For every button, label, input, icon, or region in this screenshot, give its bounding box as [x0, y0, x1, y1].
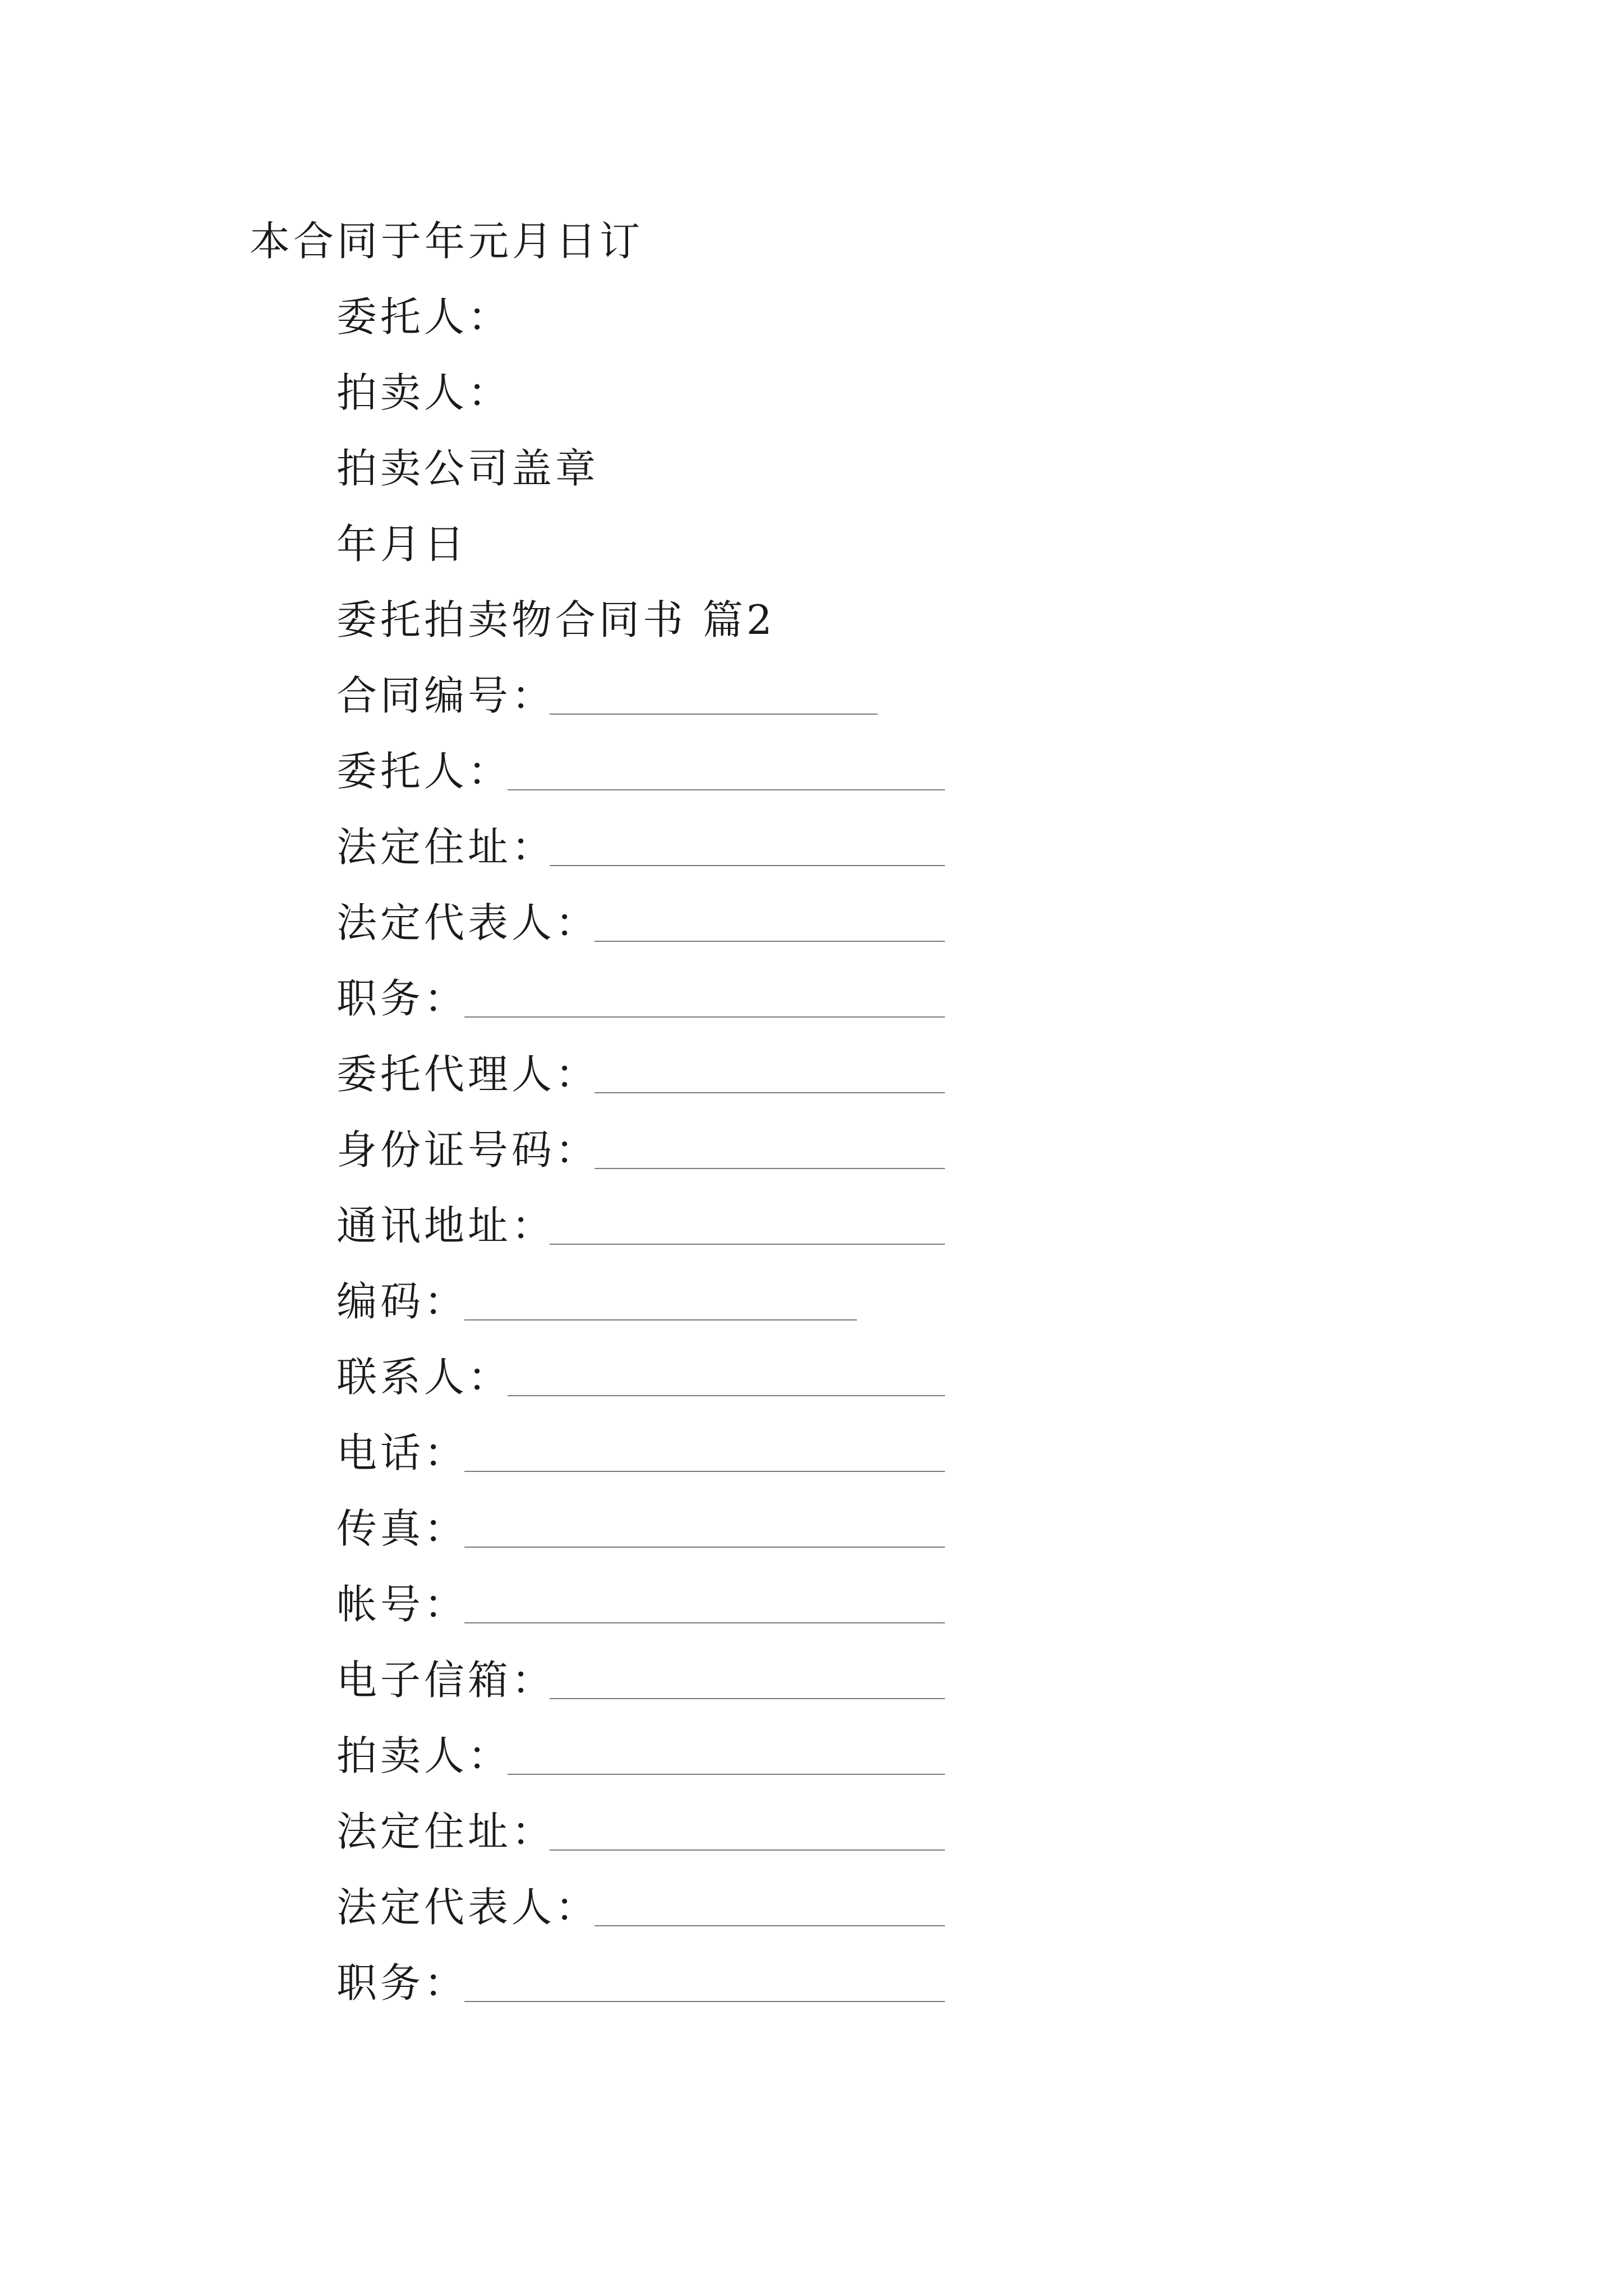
field-auctioneer-position — [336, 1949, 468, 2017]
field-label: 合同编号： — [336, 672, 556, 719]
field-auctioneer-legal-representative — [336, 1874, 599, 1941]
field-label: 帐号： — [336, 1581, 468, 1628]
signature-principal-label: 委托人： — [336, 293, 512, 341]
field-label: 委托人： — [336, 748, 512, 795]
fill-in-blank[interactable] — [594, 941, 945, 942]
field-legal-representative — [336, 889, 599, 956]
field-label: 委托代理人： — [336, 1051, 600, 1098]
field-fax — [336, 1495, 468, 1562]
field-auctioneer-legal-address — [336, 1798, 555, 1865]
fill-in-blank[interactable] — [550, 1244, 945, 1245]
fill-in-blank[interactable] — [508, 1774, 945, 1775]
field-label: 法定代表人： — [336, 1884, 600, 1931]
signature-auctioneer-label: 拍卖人： — [336, 369, 512, 416]
field-account-number — [336, 1571, 468, 1638]
fill-in-blank[interactable] — [594, 1092, 945, 1093]
field-position — [336, 965, 468, 1032]
signature-principal — [336, 283, 511, 351]
field-label: 法定代表人： — [336, 899, 600, 946]
field-contract-number — [336, 662, 555, 729]
fill-in-blank[interactable] — [550, 714, 878, 715]
fill-in-blank[interactable] — [550, 1849, 945, 1851]
field-label: 传真： — [336, 1505, 468, 1552]
field-principal — [336, 738, 511, 805]
fill-in-blank[interactable] — [464, 1547, 945, 1548]
field-authorized-agent — [336, 1041, 599, 1108]
fill-in-blank[interactable] — [508, 1395, 945, 1396]
contract-date-text: 本合同于年元月日订 — [250, 218, 644, 265]
field-label: 联系人： — [336, 1354, 512, 1401]
company-seal-line — [336, 435, 599, 502]
fill-in-blank[interactable] — [594, 1925, 945, 1926]
contract-date-line — [250, 208, 643, 275]
field-id-number — [336, 1116, 599, 1184]
field-label: 职务： — [336, 1959, 468, 2007]
section-title — [336, 586, 776, 654]
fill-in-blank[interactable] — [508, 789, 945, 790]
field-legal-address — [336, 813, 555, 881]
fill-in-blank[interactable] — [550, 1698, 945, 1699]
field-label: 身份证号码： — [336, 1126, 600, 1174]
field-label: 编码： — [336, 1278, 468, 1325]
field-label: 电话： — [336, 1429, 468, 1476]
field-label: 拍卖人： — [336, 1732, 512, 1779]
field-mailing-address — [336, 1192, 555, 1259]
fill-in-blank[interactable] — [464, 1471, 945, 1472]
fill-in-blank[interactable] — [464, 1319, 857, 1320]
field-label: 电子信箱： — [336, 1657, 556, 1704]
field-label: 法定住址： — [336, 1808, 556, 1855]
company-seal-label: 拍卖公司盖章 — [336, 445, 600, 492]
field-label: 法定住址： — [336, 823, 556, 871]
signature-auctioneer — [336, 359, 511, 426]
field-label: 职务： — [336, 975, 468, 1022]
fill-in-blank[interactable] — [464, 1016, 945, 1018]
fill-in-blank[interactable] — [550, 865, 945, 866]
fill-in-blank[interactable] — [464, 2001, 945, 2002]
field-auctioneer — [336, 1722, 511, 1789]
signature-date-label: 年月日 — [336, 521, 468, 568]
signature-date-line — [336, 510, 468, 578]
fill-in-blank[interactable] — [594, 1168, 945, 1169]
field-telephone — [336, 1419, 468, 1487]
field-postal-code — [336, 1268, 468, 1335]
section-title-text: 委托拍卖物合同书 篇2 — [336, 596, 776, 643]
field-email — [336, 1646, 555, 1714]
field-label: 通讯地址： — [336, 1202, 556, 1249]
fill-in-blank[interactable] — [464, 1622, 945, 1623]
field-contact-person — [336, 1343, 511, 1411]
